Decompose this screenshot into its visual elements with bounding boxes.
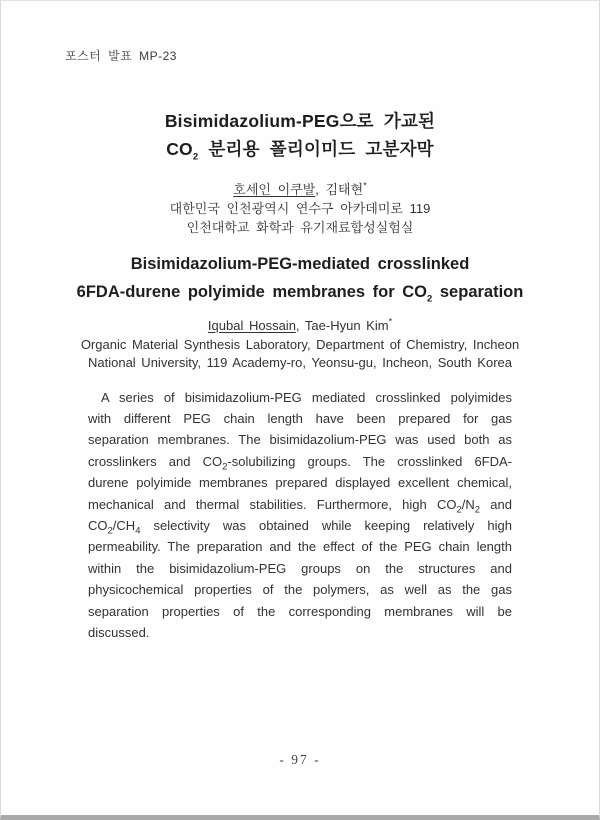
korean-author-presenting: 호세인 이쿠발 (233, 182, 316, 197)
korean-title-rest: 분리용 폴리이미드 고분자막 (198, 139, 434, 159)
abstract-text-4: and CO (88, 496, 512, 533)
page-number: - 97 - (279, 752, 321, 767)
english-title (1, 250, 599, 306)
english-title-line1: Bisimidazolium-PEG-mediated crosslinked (130, 255, 470, 273)
korean-title (1, 107, 599, 163)
english-author-corresponding: Tae-Hyun Kim (304, 318, 389, 333)
abstract-paragraph (88, 387, 512, 644)
korean-title-co: CO (166, 139, 193, 159)
abstract-text-5: /CH (112, 517, 136, 533)
abstract-text-6: selectivity was obtained while keeping relatively high permeability. The preparation and the effect of the PEG chain length within the bisimidazolium-PEG groups on the structures and physicochemical properties of the polymers, as well as the gas separation properties of the corresponding membranes will be discussed. (88, 517, 512, 640)
abstract-subscript-3: 2 (474, 504, 481, 516)
korean-affiliation-line1: 대한민국 인천광역시 연수구 아카데미로 119 (169, 201, 431, 216)
abstract-content (1, 1, 599, 643)
abstract-text-1: A series of bisimidazolium-PEG mediated crosslinked polyimides with different PEG chain length have been prepared for gas separation membranes. The bisimidazolium-PEG was used both as crosslinkers and CO (88, 389, 512, 469)
english-author-separator: , (295, 318, 305, 333)
korean-title-line2 (1, 135, 599, 163)
english-author-presenting: Iqubal Hossain (207, 318, 296, 333)
korean-authors (1, 180, 599, 199)
english-title-line2 (1, 278, 599, 306)
english-authors (1, 317, 599, 336)
abstract-subscript-1: 2 (222, 461, 228, 473)
english-affiliation-line1: Organic Material Synthesis Laboratory, Department of Chemistry, Incheon (80, 336, 520, 352)
poster-session-label: 포스터 발표 MP-23 (65, 49, 177, 63)
abstract-subscript-2: 2 (456, 504, 462, 516)
korean-corresponding-mark: * (363, 180, 367, 191)
korean-author-corresponding: 김태현 (325, 182, 364, 197)
korean-author-separator: , (315, 182, 326, 197)
abstract-text-2: -solubilizing groups. The crosslinked 6FDA-durene polyimide membranes prepared displayed excellent chemical, mechanical and thermal stabilities. Furthermore, high CO (88, 453, 512, 512)
english-corresponding-mark: * (388, 316, 393, 327)
korean-affiliation-line2: 인천대학교 화학과 유기재료합성실험실 (186, 220, 414, 235)
abstract-text-3: /N (461, 496, 475, 512)
abstract-subscript-5: 4 (135, 525, 141, 537)
abstract-subscript-4: 2 (107, 525, 113, 537)
english-title-rest: separation (432, 283, 524, 301)
korean-title-subscript: 2 (192, 151, 199, 163)
english-title-subscript: 2 (427, 293, 433, 305)
english-title-pre: 6FDA-durene polyimide membranes for CO (76, 283, 427, 301)
korean-title-line1: Bisimidazolium-PEG으로 가교된 (164, 111, 436, 131)
english-affiliation-line2: National University, 119 Academy-ro, Yeonsu-gu, Incheon, South Korea (88, 355, 512, 370)
